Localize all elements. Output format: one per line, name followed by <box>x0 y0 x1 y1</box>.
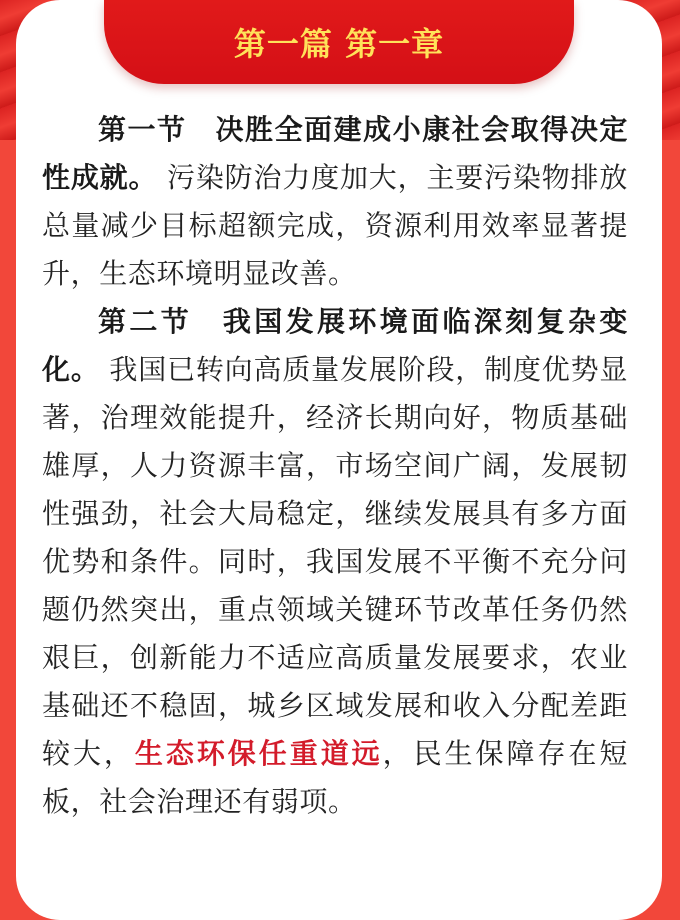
section-2-body-after: ，民生保障存在短板，社会治理还有弱项。 <box>42 737 628 818</box>
section-1-body: 污染防治力度加大，主要污染物排放总量减少目标超额完成，资源利用效率显著提升，生态环境明显改善。 <box>42 161 628 290</box>
section-1-heading: 第一节 <box>98 113 187 146</box>
section-2-body-before: 我国已转向高质量发展阶段，制度优势显著，治理效能提升，经济长期向好，物质基础雄厚，人力资源丰富，市场空间广阔，发展韧性强劲，社会大局稳定，继续发展具有多方面优势和条件。同时，我国发展不平衡不充分问题仍然突出，重点领域关键环节改革任务仍然艰巨，创新能力不适应高质量发展要求，农业基础还不稳固，城乡区域发展和收入分配差距较大， <box>42 353 628 770</box>
chapter-title: 第一篇 第一章 <box>233 25 445 63</box>
article-body <box>42 106 628 826</box>
section-1-heading-title: 决胜全面建成小康社会取得决定性成就。 <box>42 113 628 194</box>
section-2-heading-title: 我国发展环境面临深刻复杂变化。 <box>42 305 628 386</box>
section-2-heading: 第二节 <box>98 305 193 338</box>
section-2-paragraph <box>42 298 628 826</box>
chapter-banner <box>104 0 574 84</box>
section-2-highlight: 生态环保任重道远 <box>134 737 383 770</box>
section-1-paragraph <box>42 106 628 298</box>
